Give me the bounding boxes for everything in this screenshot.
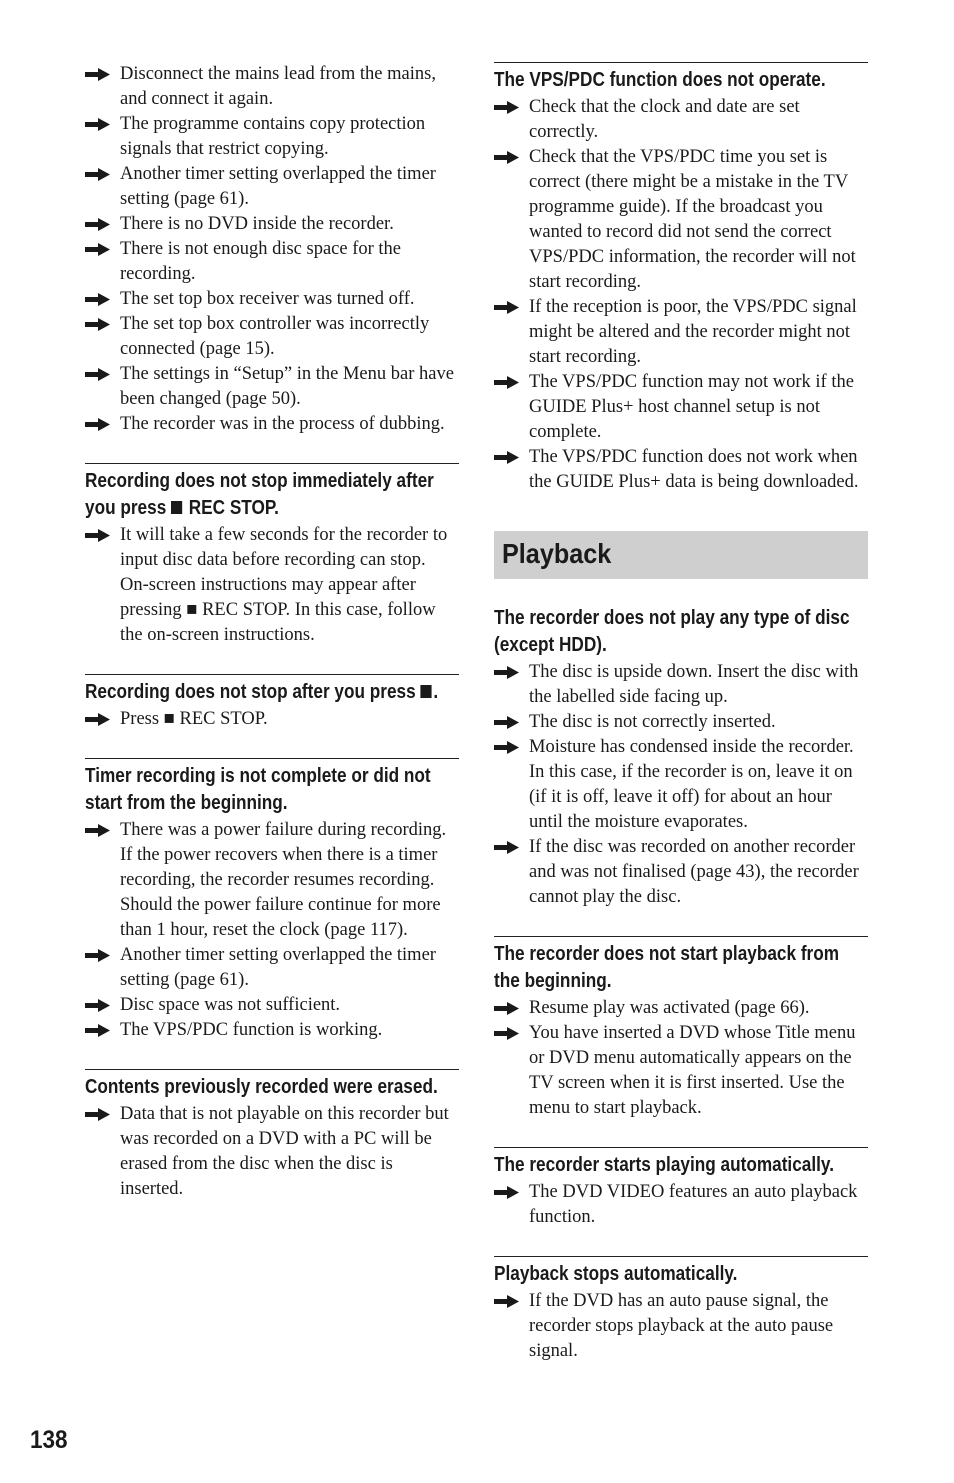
item-text: There was a power failure during recording. If the power recovers when there is a timer recording, the recorder resumes recording. [120, 820, 447, 890]
item-text: The DVD VIDEO features an auto playback function. [529, 1182, 858, 1227]
item-text: On-screen instructions may appear after pressing ■ REC STOP. In this case, follow the on-screen instructions. [120, 575, 436, 645]
list-item [494, 445, 868, 495]
section-heading: The VPS/PDC function does not operate. [494, 69, 826, 91]
item-list [494, 996, 868, 1121]
item-text: Should the power failure continue for more than 1 hour, reset the clock (page 117). [120, 895, 441, 940]
arrow-icon [494, 1186, 519, 1199]
section-not-from-beginning [494, 936, 868, 1121]
list-item [494, 295, 868, 370]
arrow-icon [85, 1108, 110, 1121]
chapter-title: Playback [502, 538, 612, 569]
section-heading: Recording does not stop after you press . [85, 681, 439, 703]
item-text: Disconnect the mains lead from the mains, and connect it again. [120, 64, 436, 109]
section-rec-stop-immediate [85, 463, 459, 648]
list-item [85, 523, 459, 648]
right-column [494, 62, 868, 1364]
arrow-icon [494, 1002, 519, 1015]
list-item [494, 710, 868, 735]
arrow-icon [494, 1295, 519, 1308]
section-heading: The recorder does not start playback from the beginning. [494, 943, 840, 992]
arrow-icon [494, 301, 519, 314]
arrow-icon [85, 218, 110, 231]
section-timer-recording [85, 758, 459, 1043]
item-text: It will take a few seconds for the recorder to input disc data before recording can stop. [120, 525, 448, 570]
section-auto-play [494, 1147, 868, 1230]
list-item [494, 660, 868, 710]
arrow-icon [494, 451, 519, 464]
list-item [494, 1180, 868, 1230]
item-text: Another timer setting overlapped the timer setting (page 61). [120, 945, 436, 990]
item-text: The disc is upside down. Insert the disc with the labelled side facing up. [529, 662, 859, 707]
list-item [85, 993, 459, 1018]
section-heading: The recorder starts playing automatically. [494, 1154, 834, 1176]
list-item [494, 835, 868, 910]
item-text: The VPS/PDC function does not work when the GUIDE Plus+ data is being downloaded. [529, 447, 859, 492]
section-heading: The recorder does not play any type of disc (except HDD). [494, 607, 850, 656]
stop-icon [420, 685, 431, 698]
arrow-icon [85, 824, 110, 837]
stop-icon [171, 501, 182, 514]
list-item [85, 818, 459, 943]
item-list [85, 523, 459, 648]
item-text: There is no DVD inside the recorder. [120, 214, 394, 234]
section-heading: Playback stops automatically. [494, 1263, 738, 1285]
item-text: The set top box receiver was turned off. [120, 289, 415, 309]
item-list [85, 707, 459, 732]
item-text: Another timer setting overlapped the timer setting (page 61). [120, 164, 436, 209]
arrow-icon [494, 841, 519, 854]
item-text: The recorder was in the process of dubbing. [120, 414, 445, 434]
arrow-icon [85, 949, 110, 962]
arrow-icon [85, 243, 110, 256]
section-auto-stop [494, 1256, 868, 1364]
list-item [85, 707, 459, 732]
item-text: The VPS/PDC function may not work if the GUIDE Plus+ host channel setup is not complete. [529, 372, 854, 442]
arrow-icon [85, 713, 110, 726]
arrow-icon [85, 1024, 110, 1037]
list-item [85, 237, 459, 287]
section-vps-pdc [494, 62, 868, 495]
item-list [85, 818, 459, 1043]
list-item [494, 95, 868, 145]
item-text: You have inserted a DVD whose Title menu or DVD menu automatically appears on the TV screen when it is first inserted. Use the menu to start playback. [529, 1023, 856, 1118]
item-list [494, 660, 868, 910]
arrow-icon [85, 418, 110, 431]
arrow-icon [494, 741, 519, 754]
chapter-banner [494, 531, 868, 579]
arrow-icon [85, 529, 110, 542]
section-contents-erased [85, 1069, 459, 1202]
item-text: Disc space was not sufficient. [120, 995, 341, 1015]
section-heading: Timer recording is not complete or did not start from the beginning. [85, 765, 431, 814]
arrow-icon [494, 1027, 519, 1040]
list-item [494, 735, 868, 835]
arrow-icon [494, 151, 519, 164]
left-column [85, 62, 459, 1202]
item-text: Moisture has condensed inside the recorder. In this case, if the recorder is on, leave it on (if it is off, leave it off) for about an hour until the moisture evaporates. [529, 737, 854, 832]
section-heading: Recording does not stop immediately after you press REC STOP. [85, 470, 434, 519]
arrow-icon [85, 999, 110, 1012]
page-number: 138 [30, 1426, 68, 1454]
arrow-icon [494, 101, 519, 114]
item-text: The VPS/PDC function is working. [120, 1020, 383, 1040]
list-item [85, 1018, 459, 1043]
item-text: The settings in “Setup” in the Menu bar have been changed (page 50). [120, 364, 454, 409]
list-item [494, 1021, 868, 1121]
top-item-list [85, 62, 459, 437]
item-list [85, 1102, 459, 1202]
item-list [494, 1289, 868, 1364]
list-item [494, 996, 868, 1021]
section-heading: Contents previously recorded were erased. [85, 1076, 438, 1098]
list-item [85, 943, 459, 993]
item-text: The programme contains copy protection signals that restrict copying. [120, 114, 426, 159]
arrow-icon [85, 168, 110, 181]
arrow-icon [85, 368, 110, 381]
list-item [494, 145, 868, 295]
item-list [494, 1180, 868, 1230]
item-text: There is not enough disc space for the recording. [120, 239, 402, 284]
arrow-icon [85, 318, 110, 331]
arrow-icon [494, 666, 519, 679]
item-text: Resume play was activated (page 66). [529, 998, 810, 1018]
list-item [494, 1289, 868, 1364]
list-item [85, 212, 459, 237]
list-item [85, 1102, 459, 1202]
arrow-icon [494, 376, 519, 389]
item-text: Check that the clock and date are set correctly. [529, 97, 800, 142]
arrow-icon [85, 118, 110, 131]
item-text: The set top box controller was incorrectly connected (page 15). [120, 314, 430, 359]
item-text: Data that is not playable on this recorder but was recorded on a DVD with a PC will be erased from the disc when the disc is inserted. [120, 1104, 449, 1199]
list-item [85, 112, 459, 162]
item-text: If the reception is poor, the VPS/PDC signal might be altered and the recorder might not start recording. [529, 297, 857, 367]
item-text: If the disc was recorded on another recorder and was not finalised (page 43), the recorder cannot play the disc. [529, 837, 859, 907]
list-item [85, 312, 459, 362]
item-text: The disc is not correctly inserted. [529, 712, 776, 732]
arrow-icon [85, 68, 110, 81]
list-item [85, 62, 459, 112]
section-rec-stop-after [85, 674, 459, 732]
item-list [494, 95, 868, 495]
item-text: If the DVD has an auto pause signal, the recorder stops playback at the auto pause signal. [529, 1291, 834, 1361]
section-no-play [494, 605, 868, 910]
list-item [85, 287, 459, 312]
item-text: Press ■ REC STOP. [120, 709, 268, 729]
item-text: Check that the VPS/PDC time you set is correct (there might be a mistake in the TV programme guide). If the broadcast you wanted to record did not send the correct VPS/PDC information, the recorder will not start recording. [529, 147, 856, 292]
list-item [85, 412, 459, 437]
list-item [85, 162, 459, 212]
list-item [85, 362, 459, 412]
list-item [494, 370, 868, 445]
arrow-icon [85, 293, 110, 306]
arrow-icon [494, 716, 519, 729]
